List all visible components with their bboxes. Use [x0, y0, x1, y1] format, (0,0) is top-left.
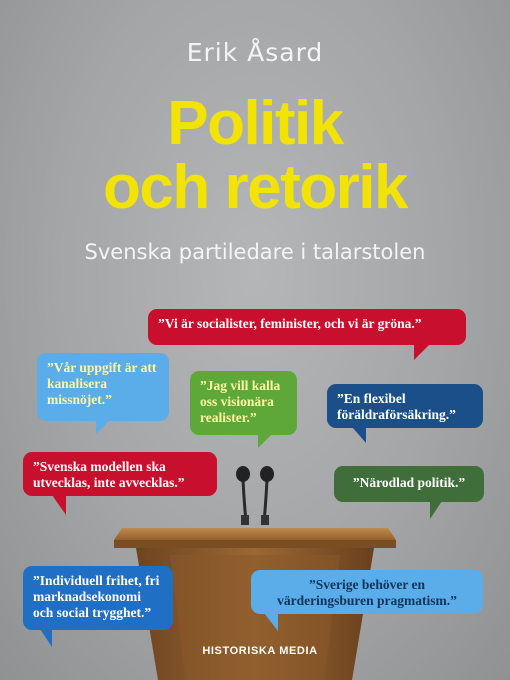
bubble-tail-2 — [96, 420, 110, 434]
bubble-tail-1 — [414, 344, 436, 360]
bubble-tail-5 — [52, 495, 66, 515]
quote-bubble-7 — [23, 566, 173, 630]
quote-text-6: ”Närodlad politik.” — [352, 475, 466, 490]
quote-bubble-5 — [23, 452, 217, 496]
quote-text-3: ”Jag vill kalla oss visionära realister.” — [200, 378, 281, 425]
author-name: Erik Åsard — [186, 38, 324, 67]
quote-bubble-3 — [190, 371, 297, 435]
quote-bubble-6 — [334, 466, 484, 502]
quote-text-5: ”Svenska modellen ska utvecklas, inte avvecklas.” — [33, 459, 185, 490]
title-line-2: och retorik — [103, 153, 407, 222]
title-line-1: Politik — [167, 89, 343, 158]
bubble-tail-7 — [40, 629, 52, 647]
quote-text-8: ”Sverige behöver en värderingsburen pragmatism.” — [277, 577, 457, 608]
bubble-tail-4 — [352, 427, 366, 443]
publisher-name: HISTORISKA MEDIA — [202, 645, 318, 657]
quote-text-2: ”Vår uppgift är att kanalisera missnöjet.” — [47, 360, 157, 407]
quote-bubble-1 — [148, 309, 466, 345]
bubble-tail-3 — [258, 434, 272, 448]
quote-bubble-4 — [327, 384, 483, 428]
bubble-tail-8 — [264, 613, 278, 631]
quote-bubble-2 — [37, 353, 169, 421]
quote-text-1: ”Vi är socialister, feminister, och vi är gröna.” — [158, 316, 422, 331]
microphones — [236, 466, 274, 525]
quote-text-7: ”Individuell frihet, fri marknadsekonomi och social trygghet.” — [33, 573, 160, 620]
book-subtitle: Svenska partiledare i talarstolen — [84, 240, 426, 264]
quote-text-4: ”En flexibel föräldraförsäkring.” — [337, 391, 456, 422]
quote-bubble-8 — [251, 570, 483, 614]
bubble-tail-6 — [430, 501, 442, 519]
